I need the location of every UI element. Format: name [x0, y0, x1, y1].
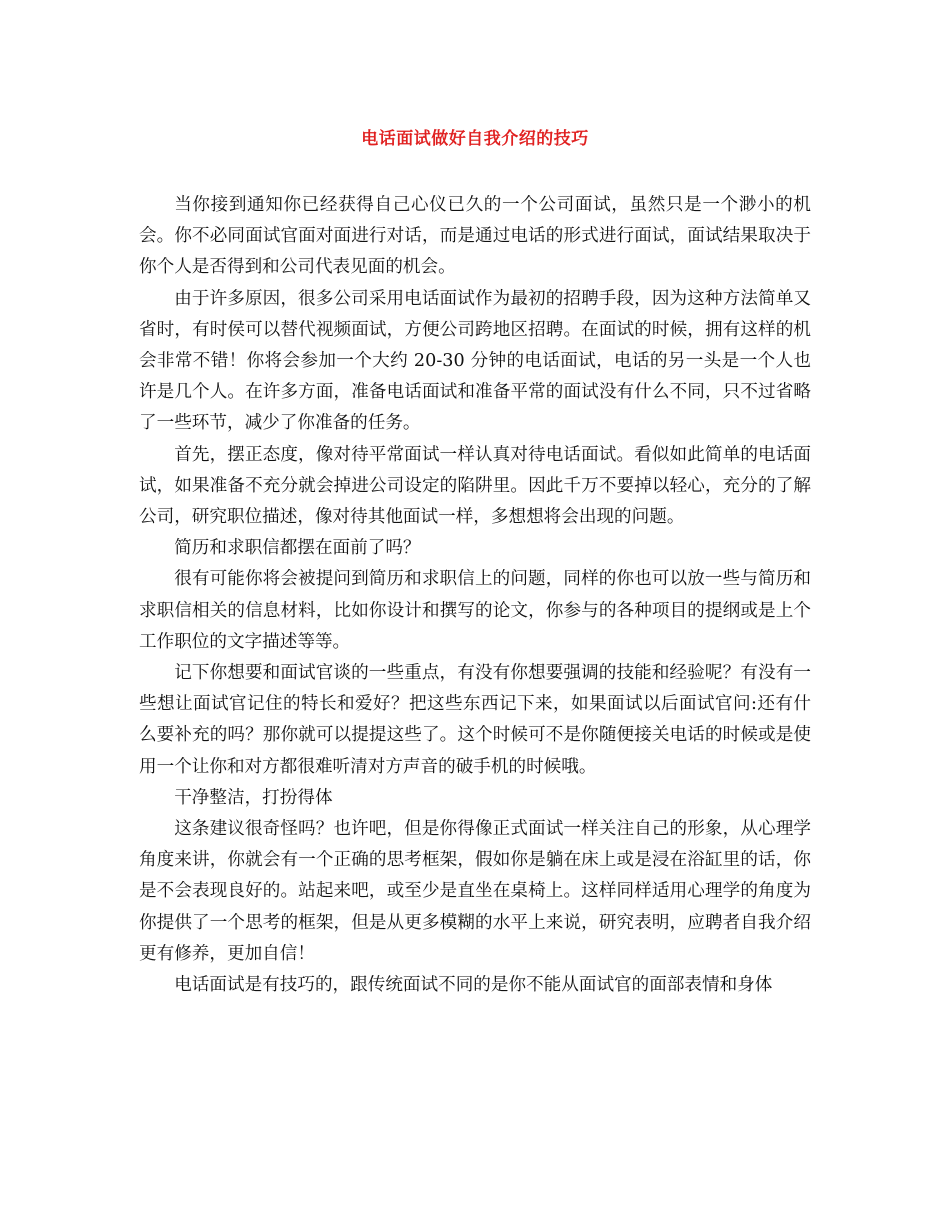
paragraph: 电话面试是有技巧的，跟传统面试不同的是你不能从面试官的面部表情和身体: [174, 975, 773, 996]
paragraph: 很有可能你将会被提问到简历和求职信上的问题，同样的你也可以放一些与简历和求职信相关的信息材料，比如你设计和撰写的论文，你参与的各种项目的提纲或是上个工作职位的文字描述等等。: [139, 569, 811, 652]
section-heading: 干净整洁，打扮得体: [174, 787, 333, 808]
paragraph: 由于许多原因，很多公司采用电话面试作为最初的招聘手段，因为这种方法简单又省时，有时侯可以替代视频面试，方便公司跨地区招聘。在面试的时候，拥有这样的机会非常不错！你将会参加一个大约 20-30 分钟的电话面试，电话的另一头是一个人也许是几个人。在许多方面，准备电话面试和准备平常的面试没有什么不同，只不过省略了一些环节，减少了你准备的任务。: [139, 288, 811, 434]
section-heading: 简历和求职信都摆在面前了吗？: [174, 538, 421, 559]
document-body: [139, 190, 811, 1001]
paragraph: 当你接到通知你已经获得自己心仪已久的一个公司面试，虽然只是一个渺小的机会。你不必同面试官面对面进行对话，而是通过电话的形式进行面试，面试结果取决于你个人是否得到和公司代表见面的机会。: [139, 195, 811, 278]
document-title: 电话面试做好自我介绍的技巧: [361, 129, 589, 149]
paragraph: 这条建议很奇怪吗？也许吧，但是你得像正式面试一样关注自己的形象，从心理学角度来讲，你就会有一个正确的思考框架，假如你是躺在床上或是浸在浴缸里的话，你是不会表现良好的。站起来吧，或至少是直坐在桌椅上。这样同样适用心理学的角度为你提供了一个思考的框架，但是从更多模糊的水平上来说，研究表明，应聘者自我介绍更有修养，更加自信！: [139, 819, 811, 964]
paragraph: 首先，摆正态度，像对待平常面试一样认真对待电话面试。看似如此简单的电话面试，如果准备不充分就会掉进公司设定的陷阱里。因此千万不要掉以轻心，充分的了解公司，研究职位描述，像对待其他面试一样，多想想将会出现的问题。: [139, 444, 811, 528]
paragraph: 记下你想要和面试官谈的一些重点，有没有你想要强调的技能和经验呢？有没有一些想让面试官记住的特长和爱好？把这些东西记下来，如果面试以后面试官问:还有什么要补充的吗？那你就可以提提这些了。这个时候可不是你随便接关电话的时候或是使用一个让你和对方都很难听清对方声音的破手机的时候哦。: [139, 663, 811, 777]
